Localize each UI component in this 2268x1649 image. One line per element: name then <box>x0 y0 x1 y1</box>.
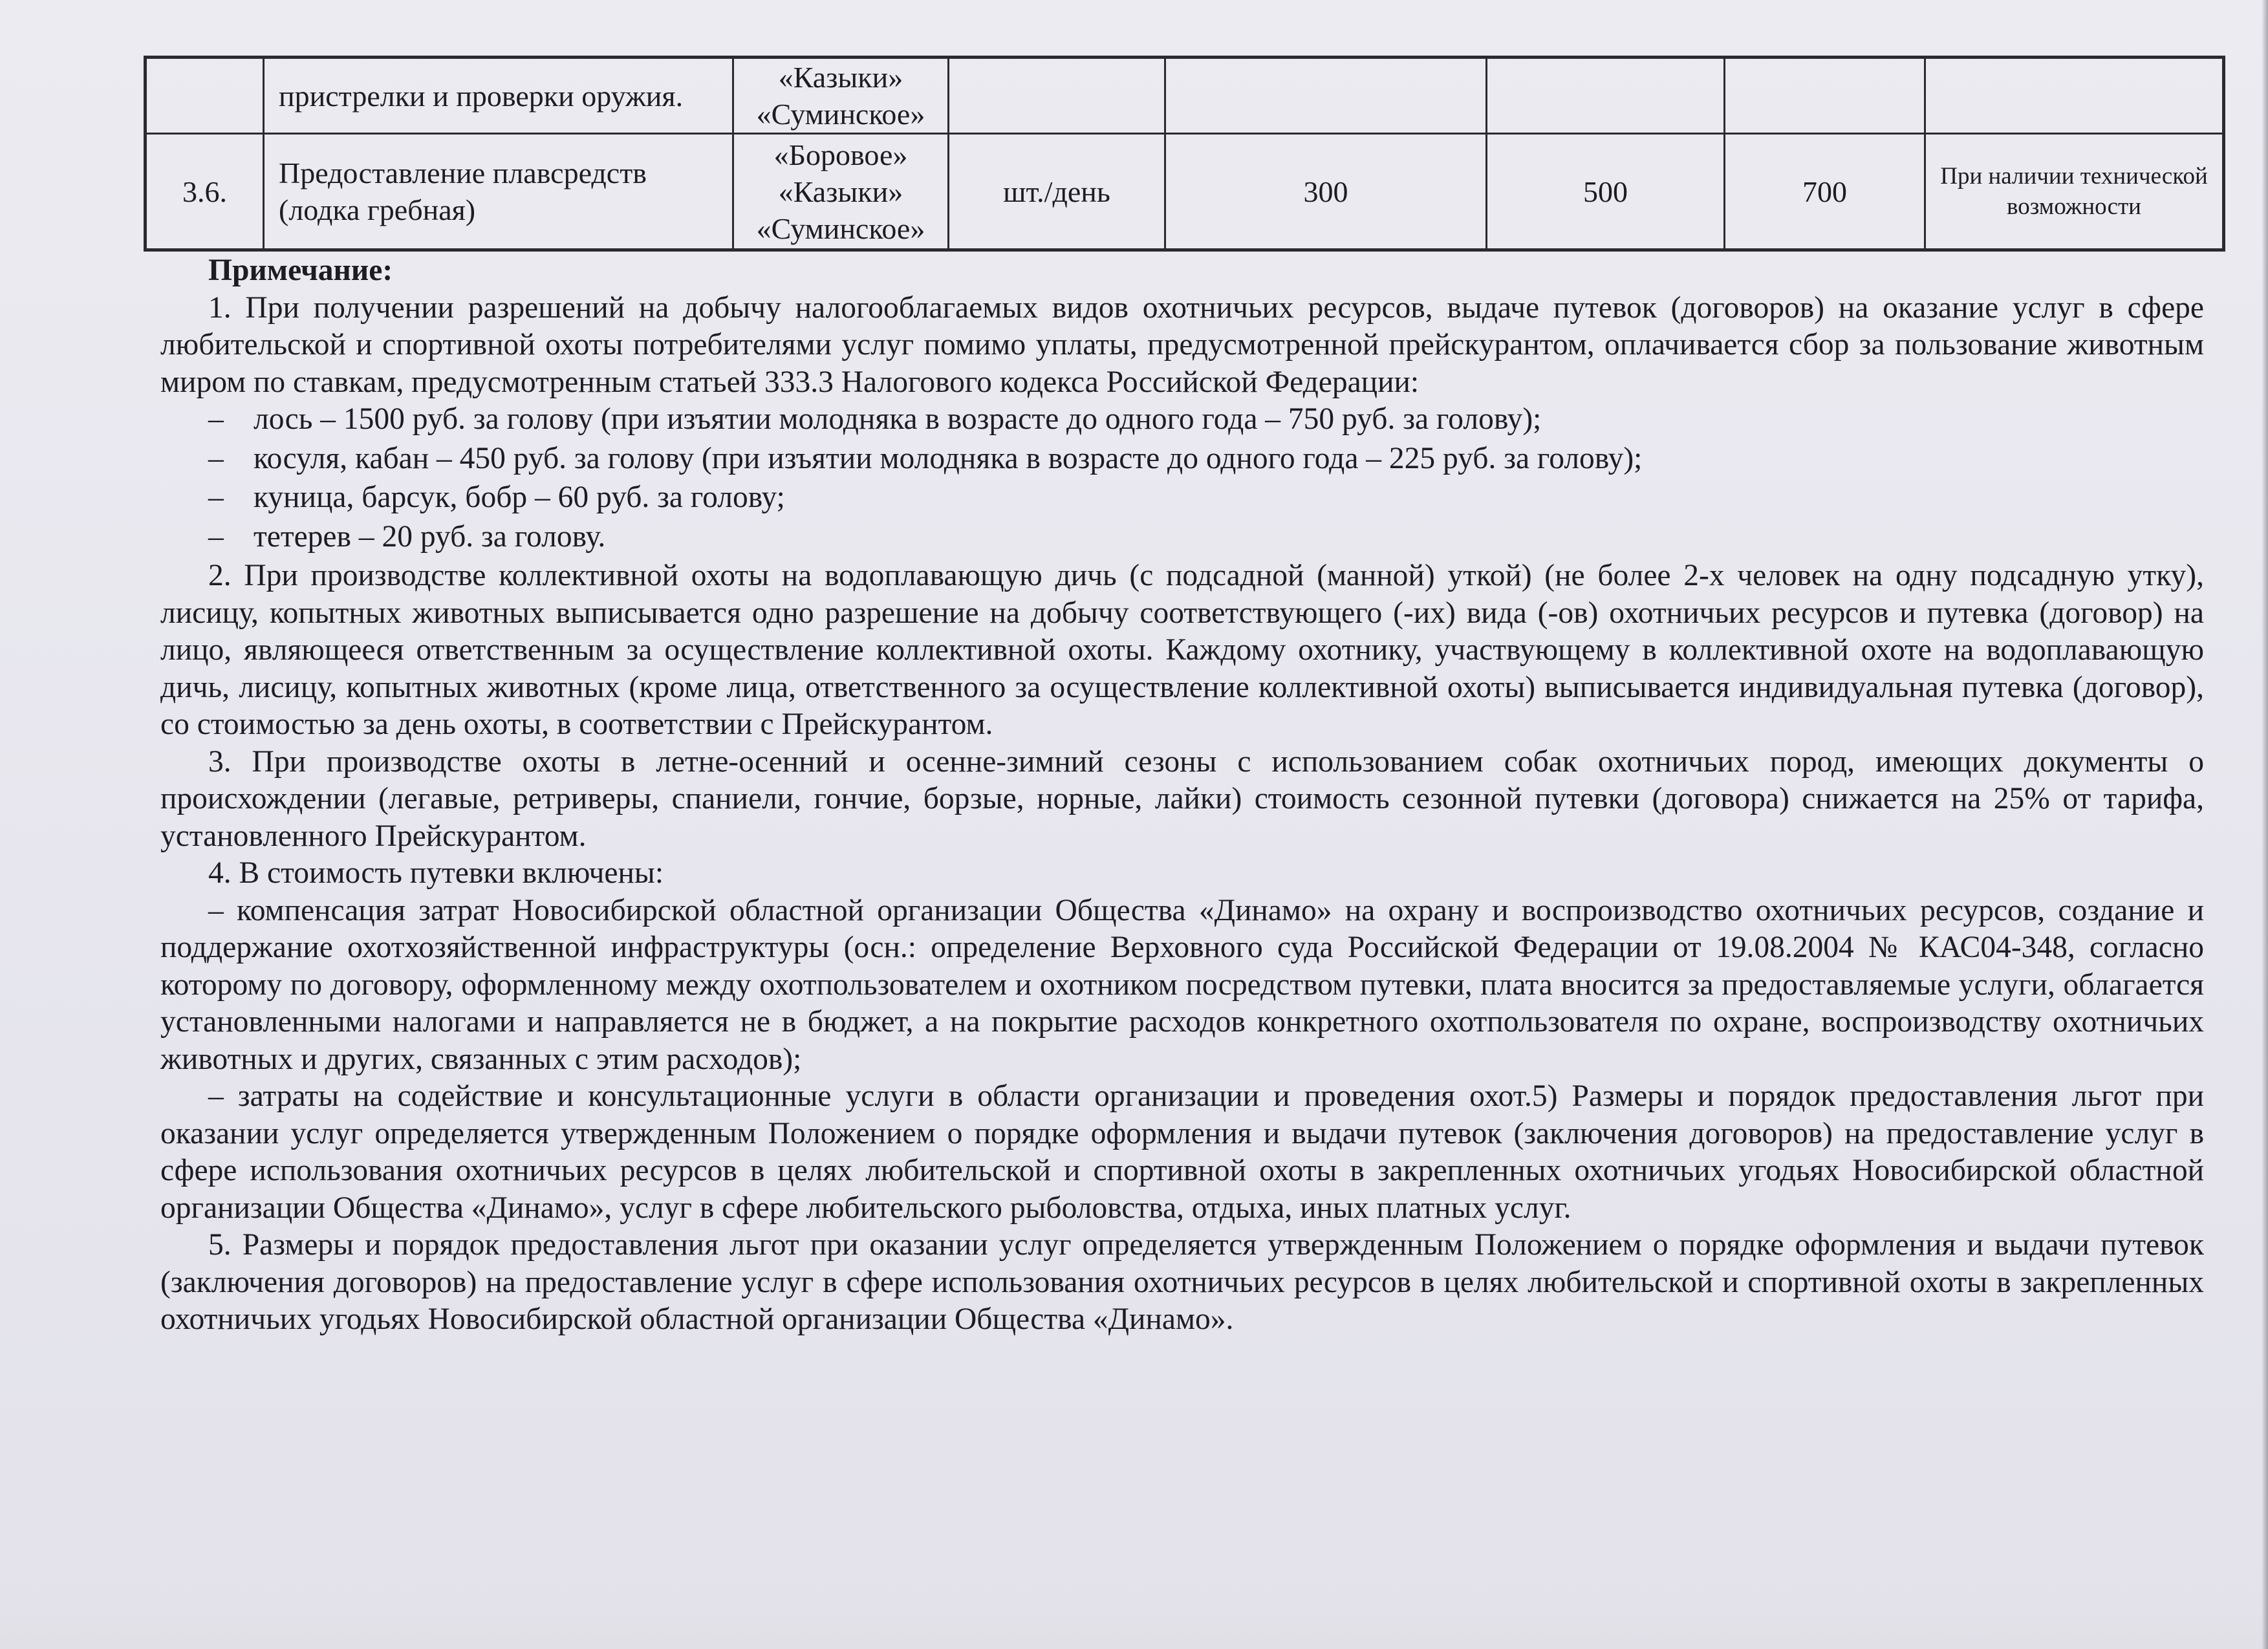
row-number-cell <box>146 58 264 134</box>
price-cell-3 <box>1725 58 1925 134</box>
service-name-cell: пристрелки и проверки оружия. <box>264 58 733 134</box>
list-item-text: куница, барсук, бобр – 60 руб. за голову; <box>254 480 785 514</box>
dash-marker: – <box>208 480 224 514</box>
location-line: «Боровое» <box>773 138 908 171</box>
note-paragraph-1: 1. При получении разрешений на добычу налогооблагаемых видов охотничьих ресурсов, выдаче путевок (договоров) на оказание услуг в сфере любительской и спортивной охоты потребителями услуг помимо уплаты, предусмотренной прейскурантом, оплачивается сбор за пользование животным миром по ставкам, предусмотренным статьей 333.3 Налогового кодекса Российской Федерации: <box>160 290 2204 399</box>
price-cell-1: 300 <box>1165 134 1487 250</box>
scan-edge-shadow <box>2262 0 2268 1649</box>
price-cell-2: 500 <box>1487 134 1725 250</box>
location-line: «Казыки» <box>778 61 903 94</box>
list-item-text: лось – 1500 руб. за голову (при изъятии молодняка в возрасте до одного года – 750 руб. за голову); <box>254 402 1542 436</box>
note-cell: При наличии технической возможности <box>1925 134 2224 250</box>
list-item <box>160 440 2204 478</box>
notes-section <box>160 252 2204 1339</box>
dash-marker: – <box>208 519 224 554</box>
list-item <box>160 479 2204 517</box>
location-line: «Суминское» <box>756 98 925 131</box>
location-cell <box>733 58 949 134</box>
location-line: «Казыки» <box>778 175 903 208</box>
note-paragraph-5: 5. Размеры и порядок предоставления льгот при оказании услуг определяется утвержденным Положением о порядке оформления и выдачи путевок (заключения договоров) на предоставление услуг в сфере использования охотничьих ресурсов в целях любительской и спортивной охоты в закрепленных охотничьих угодьях Новосибирской областной организации Общества «Динамо». <box>160 1228 2204 1336</box>
note-cell <box>1925 58 2224 134</box>
location-cell <box>733 134 949 250</box>
scan-bottom-shading <box>0 1604 2268 1649</box>
price-table <box>144 56 2225 252</box>
notes-title: Примечание: <box>208 253 393 287</box>
table-row <box>146 134 2224 250</box>
price-cell-2 <box>1487 58 1725 134</box>
service-name-cell: Предоставление плавсредств (лодка гребная) <box>264 134 733 250</box>
unit-cell: шт./день <box>949 134 1165 250</box>
note-paragraph-4: 4. В стоимость путевки включены: <box>208 856 664 890</box>
location-line: «Суминское» <box>756 211 925 245</box>
row-number-cell: 3.6. <box>146 134 264 250</box>
note-paragraph-4a: – компенсация затрат Новосибирской областной организации Общества «Динамо» на охрану и воспроизводство охотничьих ресурсов, создание и поддержание охотхозяйственной инфраструктуры (осн.: определение Верховного суда Российской Федерации от 19.08.2004 № КАС04-348, согласно которому по договору, оформленному между охотпользователем и охотником посредством путевки, плата вносится за предоставляемые услуги, облагается установленными налогами и направляется не в бюджет, а на покрытие расходов конкретного охотпользователя по охране, воспроизводству охотничьих животных и других, связанных с этим расходов); <box>160 893 2204 1076</box>
list-item-text: тетерев – 20 руб. за голову. <box>254 519 606 554</box>
dash-marker: – <box>208 441 224 475</box>
list-item <box>160 519 2204 556</box>
dash-marker: – <box>208 402 224 436</box>
unit-cell <box>949 58 1165 134</box>
note-paragraph-2: 2. При производстве коллективной охоты на водоплавающую дичь (с подсадной (манной) уткой) (не более 2-х человек на одну подсадную утку), лисицу, копытных животных выписывается одно разрешение на добычу соответствующего (-их) вида (-ов) охотничьих ресурсов и путевка (договор) на лицо, являющееся ответственным за осуществление коллективной охоты. Каждому охотнику, участвующему в коллективной охоте на водоплавающую дичь, лисицу, копытных животных (кроме лица, ответственного за осуществление коллективной охоты) выписывается индивидуальная путевка (договор), со стоимостью за день охоты, в соответствии с Прейскурантом. <box>160 559 2204 741</box>
list-item-text: косуля, кабан – 450 руб. за голову (при изъятии молодняка в возрасте до одного года – 225 руб. за голову); <box>254 441 1643 475</box>
price-cell-1 <box>1165 58 1487 134</box>
note-paragraph-4b: – затраты на содействие и консультационные услуги в области организации и проведения охот.5) Размеры и порядок предоставления льгот при оказании услуг определяется утвержденным Положением о порядке оформления и выдачи путевок (заключения договоров) на предоставление услуг в сфере использования охотничьих ресурсов в целях любительской и спортивной охоты в закрепленных охотничьих угодьях Новосибирской областной организации Общества «Динамо», услуг в сфере любительского рыболовства, отдыха, иных платных услуг. <box>160 1079 2204 1225</box>
note-paragraph-3: 3. При производстве охоты в летне-осенний и осенне-зимний сезоны с использованием собак охотничьих пород, имеющих документы о происхождении (легавые, ретриверы, спаниели, гончие, борзые, норные, лайки) стоимость сезонной путевки (договора) снижается на 25% от тарифа, установленного Прейскурантом. <box>160 744 2204 853</box>
list-item <box>160 401 2204 438</box>
price-cell-3: 700 <box>1725 134 1925 250</box>
table-row <box>146 58 2224 134</box>
